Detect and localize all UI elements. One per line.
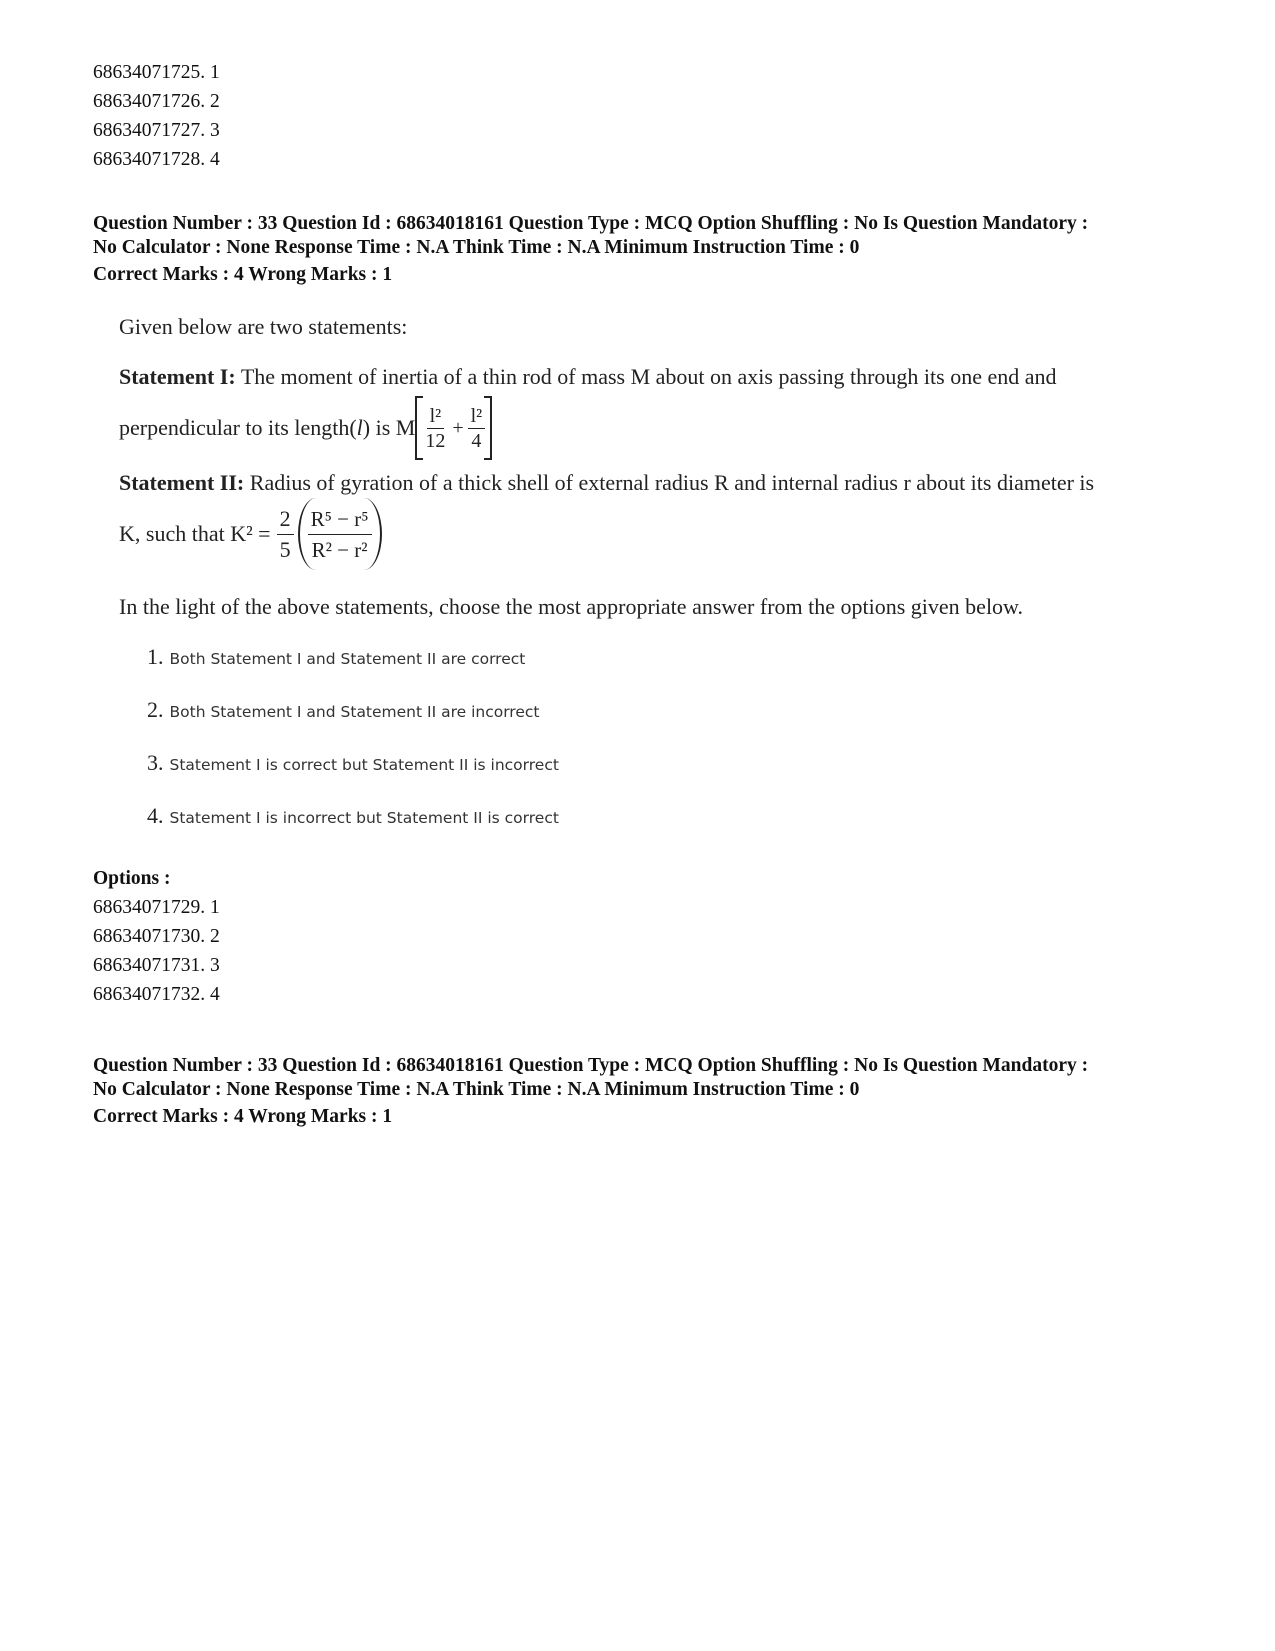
- statement-1-label: Statement I:: [119, 364, 236, 389]
- question-intro: Given below are two statements:: [119, 314, 408, 339]
- statement-2: [119, 470, 1199, 570]
- option-line: 68634071731. 3: [93, 955, 220, 976]
- statement-1-text-c: ) is M: [362, 415, 416, 440]
- marks-line: Correct Marks : 4 Wrong Marks : 1: [93, 264, 393, 285]
- option-line: 68634071732. 4: [93, 984, 220, 1005]
- fraction: $\frac{\text{l²}}{12}$: [425, 404, 446, 452]
- question-header: [93, 212, 1088, 289]
- option-line: 68634071729. 1: [93, 897, 220, 918]
- marks-line: Correct Marks : 4 Wrong Marks : 1: [93, 1106, 393, 1127]
- option-line: 68634071728. 4: [93, 149, 220, 170]
- question-body: [119, 314, 1199, 340]
- statement-1-var: l: [356, 415, 363, 440]
- header-line-1: Question Number : 33 Question Id : 68634018161 Question Type : MCQ Option Shuffling : No Is Question Mandatory :: [93, 1055, 1089, 1076]
- question-prompt: In the light of the above statements, choose the most appropriate answer from the options given below.: [119, 594, 1024, 619]
- fraction: $\frac{\text{l²}}{4}$: [468, 404, 486, 453]
- statement-2-text-b: K, such that K² =: [119, 521, 271, 546]
- statement-1: [119, 364, 1199, 458]
- answer-choices: [147, 644, 559, 856]
- answer-choice-4[interactable]: 4. Statement I is incorrect but Statement II is correct: [147, 803, 559, 828]
- statement-1-formula: $\frac{\text{l²}}{12}$ + $\frac{\text{l²}}{4}$: [415, 398, 492, 458]
- header-line-2: No Calculator : None Response Time : N.A Think Time : N.A Minimum Instruction Time : 0: [93, 237, 860, 258]
- statement-1-text: The moment of inertia of a thin rod of mass M about on axis passing through its one end and: [240, 364, 1057, 389]
- header-line-2: No Calculator : None Response Time : N.A Think Time : N.A Minimum Instruction Time : 0: [93, 1079, 860, 1100]
- option-line: 68634071727. 3: [93, 120, 220, 141]
- statement-2-text: Radius of gyration of a thick shell of external radius R and internal radius r about its diameter is: [249, 470, 1095, 495]
- answer-choice-3[interactable]: 3. Statement I is correct but Statement II is incorrect: [147, 750, 559, 775]
- top-options-list: [93, 58, 220, 174]
- statement-1-text-b: perpendicular to its length(: [119, 415, 357, 440]
- options-label: Options :: [93, 868, 171, 889]
- option-line: 68634071726. 2: [93, 91, 220, 112]
- option-line: 68634071725. 1: [93, 62, 220, 83]
- answer-choice-2[interactable]: 2. Both Statement I and Statement II are incorrect: [147, 697, 540, 722]
- question-prompt-wrap: [119, 594, 1199, 620]
- next-question-header: [93, 1054, 1088, 1131]
- option-line: 68634071730. 2: [93, 926, 220, 947]
- header-line-1: Question Number : 33 Question Id : 68634018161 Question Type : MCQ Option Shuffling : No Is Question Mandatory :: [93, 213, 1089, 234]
- bottom-options: [93, 864, 220, 1009]
- statement-2-formula: [298, 498, 382, 570]
- fraction: $\frac{\text{R⁵ − r⁵}}{\text{R² − r²}}$: [308, 504, 372, 565]
- statement-2-label: Statement II:: [119, 470, 245, 495]
- fraction: $\frac{2}{5}$: [277, 504, 294, 565]
- answer-choice-1[interactable]: 1. Both Statement I and Statement II are correct: [147, 644, 526, 669]
